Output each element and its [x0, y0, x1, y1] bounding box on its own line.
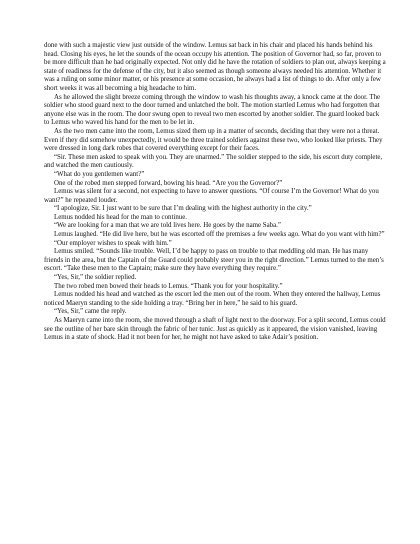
paragraph: “Sir. These men asked to speak with you. They are unarmed.” The soldier stepped to the side, his escort duty complete, and watched the men cautiously. — [44, 153, 383, 170]
paragraph: “We are looking for a man that we are told lives here. He goes by the name Saba.” — [54, 222, 281, 230]
paragraph: Lemus nodded his head and watched as the escort led the men out of the room. When they entered the hallway, Lemus noticed Maeryn standing to the side holding a tray. “Bring her in here,” he said to his guard. — [44, 291, 381, 307]
paragraph: Lemus was silent for a second, not expecting to have to answer questions. “Of course I’m the Governor! What do you want?” he repeated louder. — [44, 188, 379, 204]
paragraph: done with such a majestic view just outside of the window. Lemus sat back in his chair and placed his hands behind his head. Closing his eyes, he let the sounds of the ocean occupy his attention. The position of Governor had, so far, proven to be more difficult than he had originally expected. Not only did he have the rotation of soldiers to plan out, always keeping a state of readiness for the defense of the city, but it also seemed as though someone always needed his attention. Whether it was a ruling on some minor matter, or his presence at some occasion, he always had a list of things to do. After only a few short weeks it was all becoming a big headache to him. — [44, 42, 386, 92]
paragraph: “Our employer wishes to speak with him.” — [54, 239, 172, 247]
paragraph: “Yes, Sir,” came the reply. — [54, 308, 127, 316]
paragraph: One of the robed men stepped forward, bowing his head. “Are you the Governor?” — [54, 179, 283, 187]
paragraph: As the two men came into the room, Lemus sized them up in a matter of seconds, deciding that they were not a threat. Even if they did somehow unexpectedly, it would be three trained soldiers against these two, who looked like priests. They were dressed in long dark robes that covered everything except for their faces. — [44, 127, 383, 153]
paragraph: The two robed men bowed their heads to Lemus. “Thank you for your hospitality.” — [54, 282, 283, 290]
book-page — [44, 42, 386, 343]
paragraph: “Yes, Sir,” the soldier replied. — [54, 274, 137, 282]
paragraph: Lemus smiled. “Sounds like trouble. Well, I’d be happy to pass on trouble to that meddling old man. He has many friends in the area, but the Captain of the Guard could probably steer you in the right direction.” Lemus turned to the men’s escort. “Take these men to the Captain; make sure they have everything they require.” — [44, 248, 384, 273]
paragraph: Lemus laughed. “He did live here, but he was escorted off the premises a few weeks ago. What do you want with him?” — [54, 231, 385, 239]
paragraph: “What do you gentlemen want?” — [54, 170, 145, 178]
paragraph: Lemus nodded his head for the man to continue. — [54, 213, 187, 221]
paragraph: As Maeryn came into the room, she moved through a shaft of light next to the doorway. For a split second, Lemus could see the outline of her bare skin through the fabric of her tunic. Just as quickly as it appeared, the vision vanished, leaving Lemus in a state of shock. Had it not been for her, he might not have asked to take Adair’s position. — [44, 317, 386, 342]
paragraph: “I apologize, Sir. I just want to be sure that I’m dealing with the highest authority in the city.” — [54, 205, 312, 213]
paragraph: As he allowed the slight breeze coming through the window to wash his thoughts away, a knock came at the door. The soldier who stood guard next to the door turned and unlatched the bolt. The motion startled Lemus who had forgotten that anyone else was in the room. The door swung open to reveal two men escorted by another soldier. The guard looked back to Lemus who waved his hand for the men to be let in. — [44, 93, 381, 127]
